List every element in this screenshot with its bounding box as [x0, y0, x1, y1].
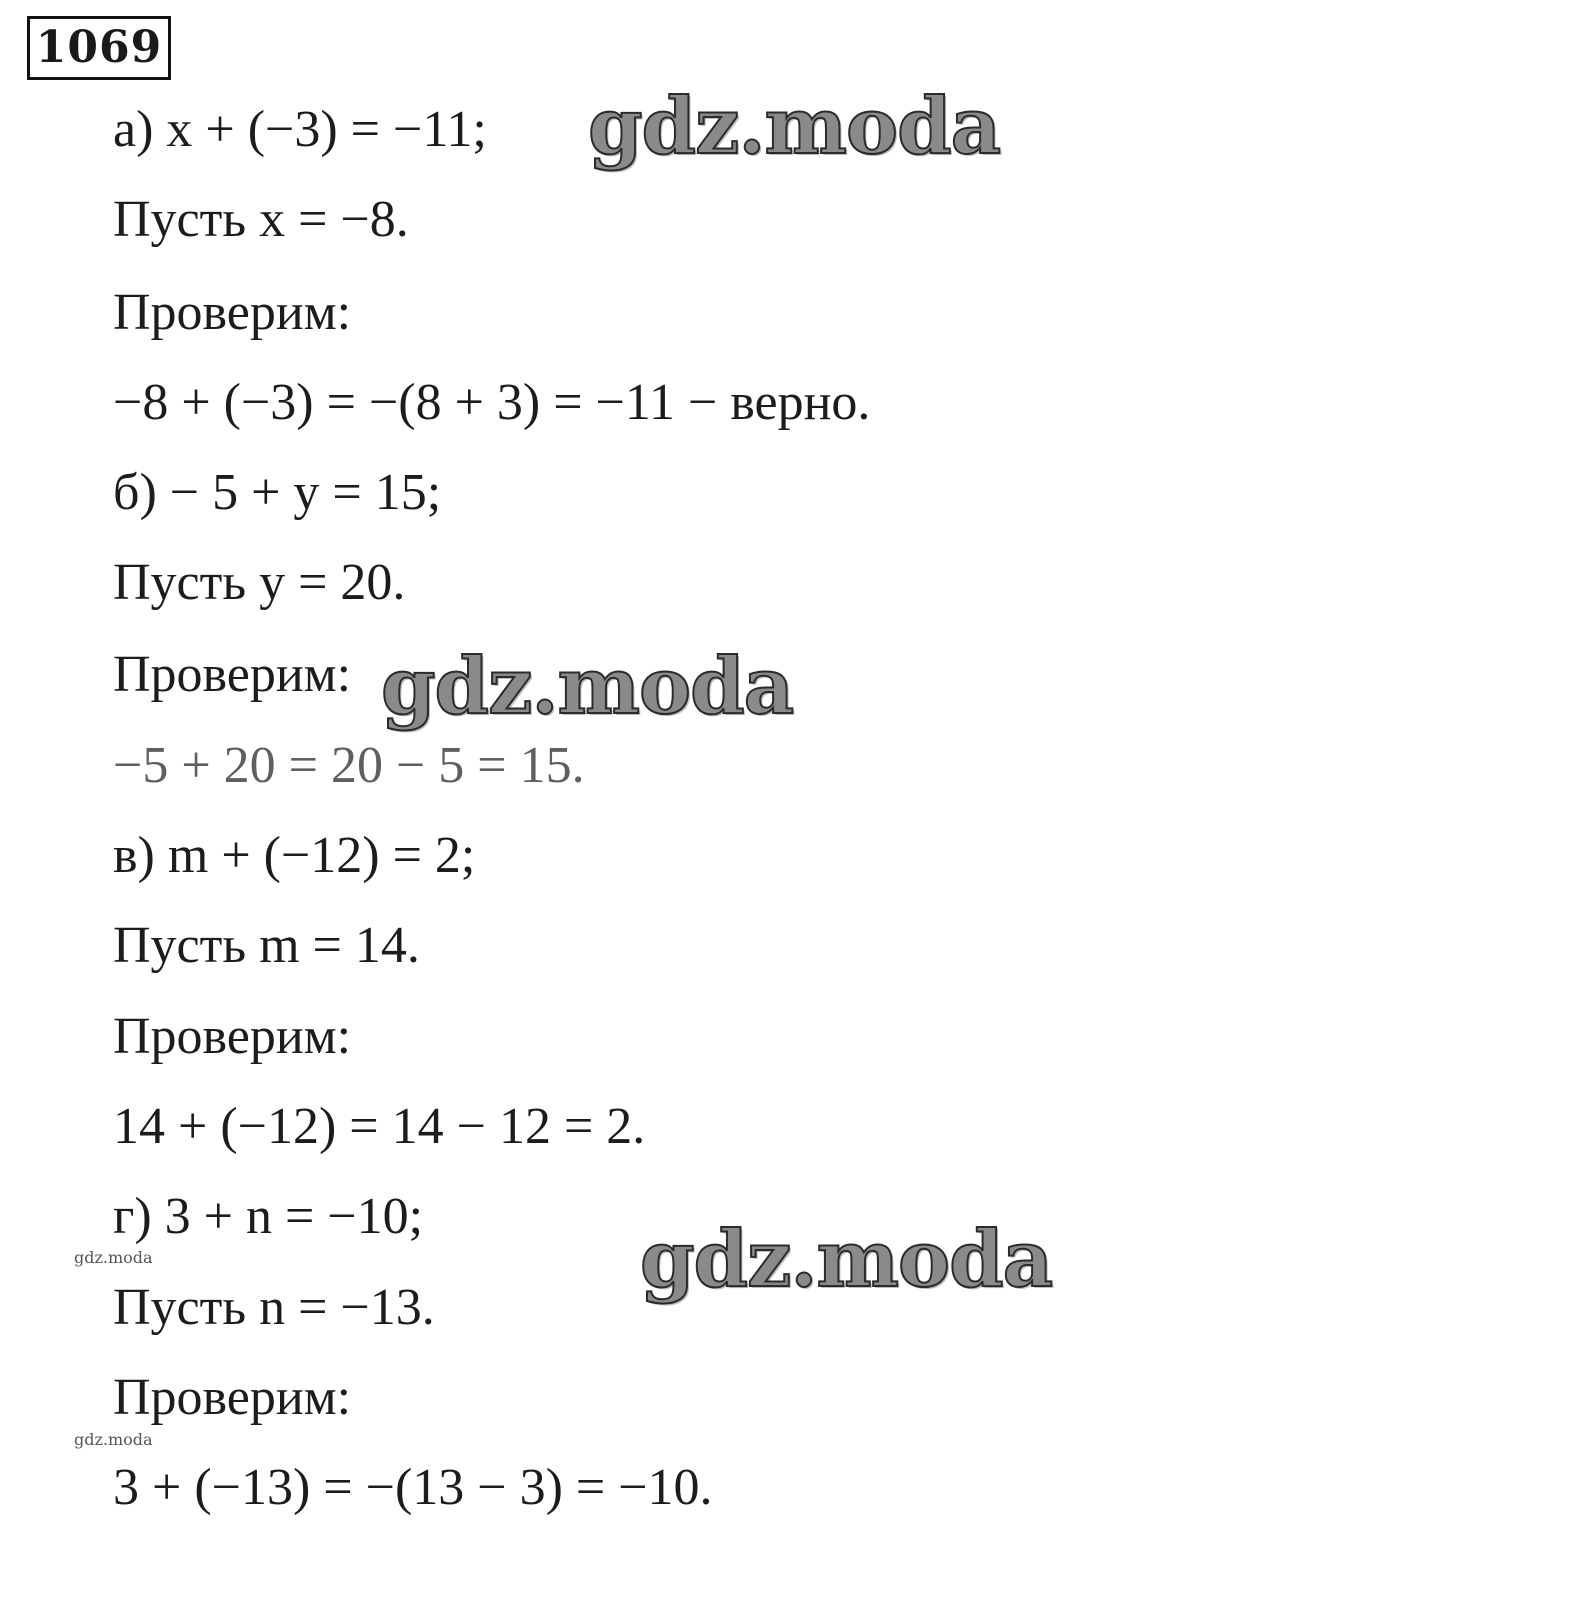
watermark-small: gdz.moda: [74, 1248, 153, 1267]
let-a: Пусть x = −8.: [113, 191, 409, 248]
equation-b: б) − 5 + y = 15;: [113, 464, 442, 521]
check-label-b: Проверим:: [113, 646, 352, 703]
check-b: −5 + 20 = 20 − 5 = 15.: [113, 737, 585, 794]
check-v: 14 + (−12) = 14 − 12 = 2.: [113, 1098, 646, 1155]
watermark-logo: gdz.moda: [640, 1214, 1053, 1305]
check-label-v: Проверим:: [113, 1008, 352, 1065]
equation-g: г) 3 + n = −10;: [113, 1188, 424, 1245]
equation-v: в) m + (−12) = 2;: [113, 827, 476, 884]
let-g: Пусть n = −13.: [113, 1279, 435, 1336]
let-v: Пусть m = 14.: [113, 917, 420, 974]
equation-a: а) x + (−3) = −11;: [113, 101, 487, 158]
let-b: Пусть y = 20.: [113, 554, 406, 611]
check-a: −8 + (−3) = −(8 + 3) = −11 − верно.: [113, 374, 871, 431]
problem-number: 1069: [27, 16, 171, 80]
watermark-logo: gdz.moda: [588, 81, 1001, 172]
watermark-small: gdz.moda: [74, 1430, 153, 1449]
check-label-a: Проверим:: [113, 284, 352, 341]
check-g: 3 + (−13) = −(13 − 3) = −10.: [113, 1459, 713, 1516]
watermark-logo: gdz.moda: [381, 641, 794, 732]
check-label-g: Проверим:: [113, 1369, 352, 1426]
